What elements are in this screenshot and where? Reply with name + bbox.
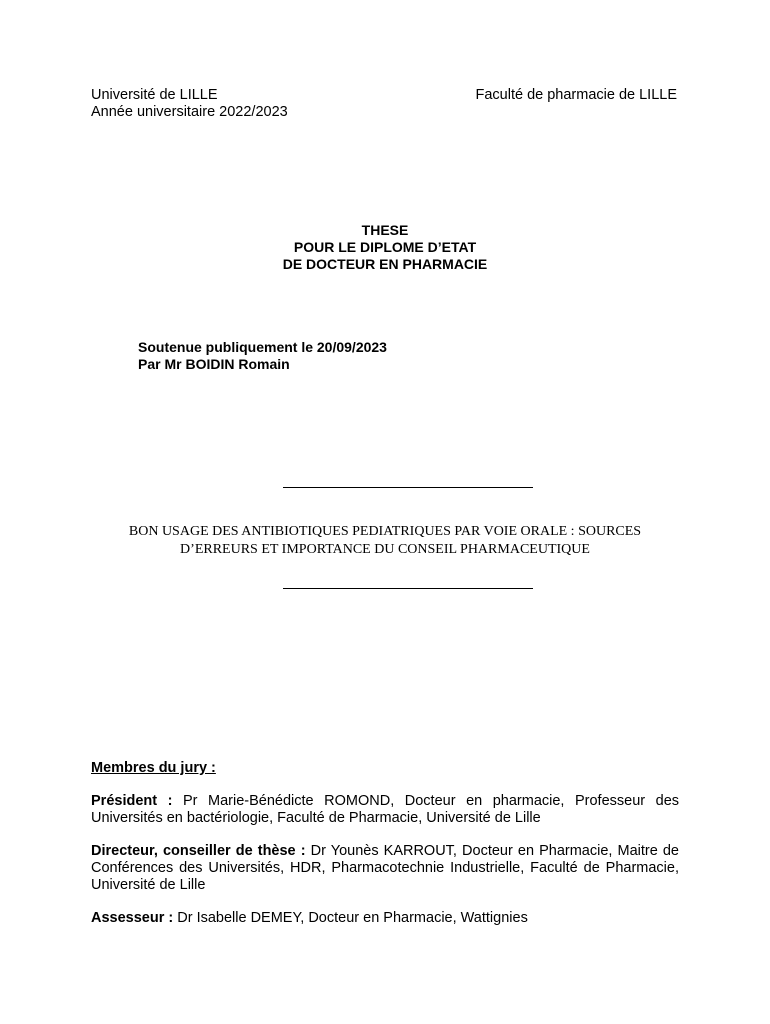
university-name: Université de LILLE	[91, 87, 218, 103]
academic-year: Année universitaire 2022/2023	[91, 104, 288, 120]
subject-line-2: D’ERREURS ET IMPORTANCE DU CONSEIL PHARMACEUTIQUE	[180, 542, 590, 557]
jury-heading: Membres du jury :	[91, 760, 216, 776]
defense-date: Soutenue publiquement le 20/09/2023	[138, 339, 387, 355]
author: Par Mr BOIDIN Romain	[138, 356, 290, 372]
title-line-1: THESE	[361, 222, 409, 238]
president-label: Président :	[91, 793, 173, 809]
title-line-2: POUR LE DIPLOME D’ETAT	[293, 239, 477, 255]
subject-line-1: BON USAGE DES ANTIBIOTIQUES PEDIATRIQUES PAR VOIE ORALE : SOURCES	[128, 524, 642, 539]
divider-top	[283, 487, 533, 488]
director-label: Directeur, conseiller de thèse :	[91, 843, 306, 859]
assessor-label: Assesseur :	[91, 910, 174, 926]
divider-bottom	[283, 588, 533, 589]
director-details: Dr Younès KARROUT, Docteur en Pharmacie, Maitre de Conférences des Universités, HDR, Pharmacotechnie Industrielle, Faculté de Pharmacie, Université de Lille	[91, 843, 679, 893]
title-line-3: DE DOCTEUR EN PHARMACIE	[282, 256, 488, 272]
faculty-name: Faculté de pharmacie de LILLE	[475, 87, 677, 103]
assessor-details: Dr Isabelle DEMEY, Docteur en Pharmacie, Wattignies	[177, 910, 528, 926]
president-details: Pr Marie-Bénédicte ROMOND, Docteur en pharmacie, Professeur des Universités en bactériologie, Faculté de Pharmacie, Université de Lille	[91, 793, 680, 826]
jury-assessor	[91, 910, 679, 927]
jury-director	[91, 843, 679, 894]
jury-president	[91, 793, 679, 827]
